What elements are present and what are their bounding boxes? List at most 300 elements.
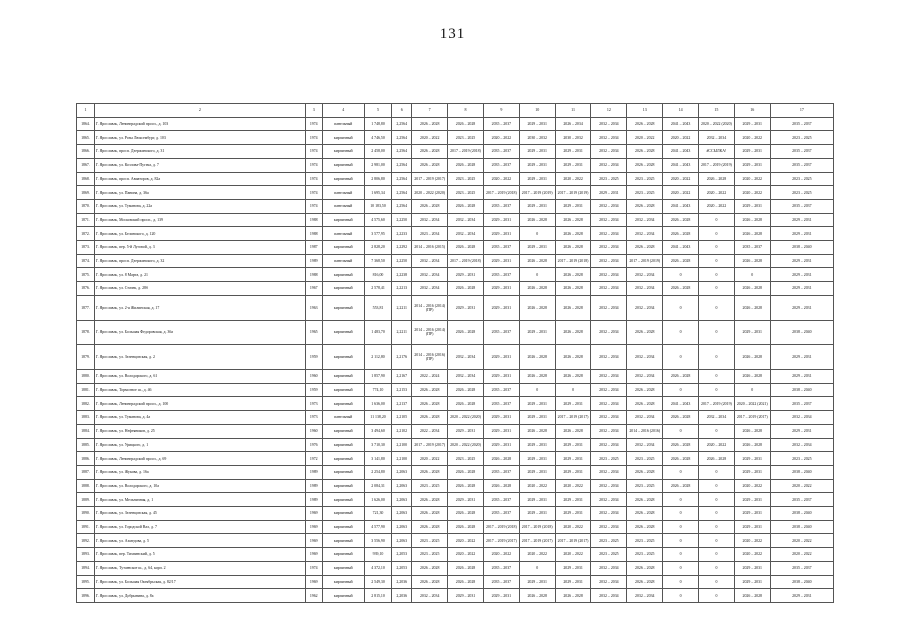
table-cell: 2032 – 2034 xyxy=(591,520,627,534)
table-cell: Г. Ярославль, ул. 2-я Жилинская, д. 17 xyxy=(94,295,305,320)
table-cell: 2032 – 2034 xyxy=(412,254,448,268)
table-cell: 2026 – 2028 xyxy=(663,438,699,452)
table-cell: 2026 – 2028 xyxy=(734,295,770,320)
table-cell: 2029 – 2031 xyxy=(519,158,555,172)
table-cell: 2026 – 2028 xyxy=(412,199,448,213)
table-cell: 2032 – 2034 xyxy=(591,424,627,438)
table-cell: Г. Ярославль, Ленинградский просп., д. 69 xyxy=(94,452,305,466)
table-cell: 2 981,00 xyxy=(364,158,391,172)
table-cell: 2029 – 2031 xyxy=(519,172,555,186)
table-row xyxy=(77,268,834,282)
table-cell: 2023 – 2025 xyxy=(412,534,448,548)
table-cell: 2020 – 2022 (2020) xyxy=(448,411,484,425)
table-cell: 2026 – 2028 xyxy=(448,282,484,296)
table-cell: 2029 – 2031 xyxy=(555,199,591,213)
header-cell: 5 xyxy=(364,104,391,118)
table-cell: 2026 – 2028 xyxy=(555,241,591,255)
table-cell: 2 084,31 xyxy=(364,479,391,493)
table-cell: 2035 – 2037 xyxy=(770,199,833,213)
table-cell: 1969 xyxy=(305,575,322,589)
table-cell: 2026 – 2028 xyxy=(555,424,591,438)
table-row xyxy=(77,534,834,548)
table-cell: 2029 – 2031 xyxy=(770,282,833,296)
table-cell: 2030 – 2032 xyxy=(555,131,591,145)
table-cell: Г. Ярославль, просп. Дзержинского, д. 31 xyxy=(94,145,305,159)
table-cell: 2022 – 2034 xyxy=(412,424,448,438)
table-cell: 2020 – 2022 xyxy=(734,479,770,493)
table-cell: 1868. xyxy=(77,172,95,186)
table-cell: панельный xyxy=(322,227,364,241)
table-cell: 2032 – 2034 xyxy=(699,131,735,145)
table-cell: 2023 – 2025 xyxy=(627,186,663,200)
table-cell: 2020 – 2022 xyxy=(663,131,699,145)
table-cell: 2,2153 xyxy=(392,383,412,397)
table-cell: 2032 – 2034 xyxy=(591,411,627,425)
table-cell: 2026 – 2028 xyxy=(555,295,591,320)
table-cell: 2023 – 2025 xyxy=(448,186,484,200)
table-cell: кирпичный xyxy=(322,295,364,320)
table-cell: 2023 – 2025 xyxy=(627,479,663,493)
table-cell: 1875. xyxy=(77,268,95,282)
table-cell: 2023 – 2025 xyxy=(770,172,833,186)
table-cell: 2029 – 2031 xyxy=(555,575,591,589)
table-row xyxy=(77,172,834,186)
table-cell: 2014 – 2016 (2016)(ПР) xyxy=(412,345,448,370)
table-cell: 1876. xyxy=(77,282,95,296)
table-cell: кирпичный xyxy=(322,561,364,575)
table-cell: 1974 xyxy=(305,199,322,213)
table-cell: 2035 – 2037 xyxy=(770,158,833,172)
table-cell: 2020 – 2022 xyxy=(519,479,555,493)
table-cell: 2026 – 2028 xyxy=(412,411,448,425)
table-cell: 2026 – 2028 xyxy=(734,254,770,268)
table-cell: 2023 – 2025 xyxy=(770,131,833,145)
header-cell: 10 xyxy=(519,104,555,118)
table-cell: кирпичный xyxy=(322,507,364,521)
table-cell: 1974 xyxy=(305,186,322,200)
table-cell: кирпичный xyxy=(322,589,364,603)
table-cell: Г. Ярославль, ул. Добрынина, д. 8а xyxy=(94,589,305,603)
table-cell: 2029 – 2031 xyxy=(555,158,591,172)
table-cell: кирпичный xyxy=(322,534,364,548)
table-cell: 1973 xyxy=(305,397,322,411)
table-row xyxy=(77,479,834,493)
table-cell: 2026 – 2028 xyxy=(627,145,663,159)
table-cell: 2026 – 2028 xyxy=(734,345,770,370)
table-cell: 0 xyxy=(699,295,735,320)
table-cell: 2038 – 2040 xyxy=(770,507,833,521)
table-cell: 1877. xyxy=(77,295,95,320)
table-cell: 2 112,80 xyxy=(364,345,391,370)
table-cell: кирпичный xyxy=(322,158,364,172)
table-cell: 2029 – 2031 xyxy=(483,411,519,425)
table-cell: 1 857,90 xyxy=(364,370,391,384)
table-cell: 2 806,80 xyxy=(364,172,391,186)
table-cell: 2029 – 2031 xyxy=(770,268,833,282)
table-cell: Г. Ярославль, ул. Мельничная, д. 1 xyxy=(94,493,305,507)
table-cell: 0 xyxy=(663,493,699,507)
table-cell: 2,2063 xyxy=(392,465,412,479)
table-cell: 2,2211 xyxy=(392,295,412,320)
table-cell: панельный xyxy=(322,117,364,131)
table-cell: 2038 – 2040 xyxy=(770,383,833,397)
table-cell: 1969 xyxy=(305,548,322,562)
table-cell: 2029 – 2031 xyxy=(448,295,484,320)
table-cell: 2029 – 2031 xyxy=(483,282,519,296)
header-cell: 15 xyxy=(699,104,735,118)
table-cell: кирпичный xyxy=(322,438,364,452)
table-cell: 2029 – 2031 xyxy=(483,227,519,241)
table-cell: 2017 – 2019 (2018) xyxy=(483,520,519,534)
table-cell: 2035 – 2037 xyxy=(770,493,833,507)
table-cell: 1963 xyxy=(305,295,322,320)
table-cell: 2032 – 2034 xyxy=(770,438,833,452)
table-cell: Г. Ярославль, просп. Дзержинского, д. 32 xyxy=(94,254,305,268)
table-cell: 0 xyxy=(663,507,699,521)
table-cell: 2029 – 2031 xyxy=(519,507,555,521)
table-cell: 1 483,70 xyxy=(364,320,391,345)
table-cell: 2,2564 xyxy=(392,117,412,131)
table-cell: 1867. xyxy=(77,158,95,172)
table-cell: 2030 – 2032 xyxy=(519,131,555,145)
table-cell: 2035 – 2037 xyxy=(483,241,519,255)
table-row xyxy=(77,383,834,397)
table-cell: 0 xyxy=(663,345,699,370)
table-cell: 2032 – 2034 xyxy=(448,370,484,384)
table-cell: 1989 xyxy=(305,254,322,268)
table-row xyxy=(77,575,834,589)
table-cell: 2041 – 2043 xyxy=(663,241,699,255)
table-cell: Г. Ярославль, ул. Белинского, д. 120 xyxy=(94,227,305,241)
table-cell: 2032 – 2034 xyxy=(627,589,663,603)
table-cell: 2,2036 xyxy=(392,589,412,603)
table-row xyxy=(77,548,834,562)
table-cell: 0 xyxy=(699,345,735,370)
table-cell: Г. Ярославль, просп. Авиаторов, д. 82а xyxy=(94,172,305,186)
table-cell: 2029 – 2031 xyxy=(734,520,770,534)
table-cell: 2020 – 2022 xyxy=(483,172,519,186)
table-cell: 2020 – 2022 xyxy=(734,534,770,548)
table-cell: #ССЫЛКА! xyxy=(699,145,735,159)
table-cell: 0 xyxy=(699,520,735,534)
table-cell: 1889. xyxy=(77,493,95,507)
table-cell: Г. Ярославль, ул. Большая Федоровская, д. 36а xyxy=(94,320,305,345)
table-cell: 2032 – 2034 xyxy=(591,370,627,384)
table-cell: 2026 – 2028 xyxy=(734,227,770,241)
table-row xyxy=(77,589,834,603)
table-cell: 2029 – 2031 xyxy=(555,493,591,507)
table-cell: 1989 xyxy=(305,493,322,507)
table-cell: 2035 – 2037 xyxy=(483,493,519,507)
table-cell: 3 710,30 xyxy=(364,438,391,452)
table-cell: 2032 – 2034 xyxy=(448,213,484,227)
table-cell: 2026 – 2028 xyxy=(412,158,448,172)
table-cell: Г. Ярославль, ул. Володарского, д. 61 xyxy=(94,370,305,384)
table-cell: 0 xyxy=(663,534,699,548)
table-cell: 1888. xyxy=(77,479,95,493)
table-cell: 0 xyxy=(663,561,699,575)
table-row xyxy=(77,438,834,452)
table-cell: 2 578,41 xyxy=(364,282,391,296)
table-cell: 2038 – 2040 xyxy=(770,320,833,345)
table-cell: 2035 – 2037 xyxy=(770,561,833,575)
table-cell: 0 xyxy=(699,320,735,345)
table-cell: 1 695,34 xyxy=(364,186,391,200)
table-cell: Г. Ярославль, ул. Козлова-Пугача, д. 7 xyxy=(94,158,305,172)
table-cell: 2029 – 2031 xyxy=(519,438,555,452)
table-cell: 2,2063 xyxy=(392,534,412,548)
table-cell: 2,2063 xyxy=(392,479,412,493)
table-cell: 2,2292 xyxy=(392,241,412,255)
table-cell: 2026 – 2028 xyxy=(627,158,663,172)
table-cell: кирпичный xyxy=(322,172,364,186)
table-cell: 0 xyxy=(699,254,735,268)
table-row xyxy=(77,493,834,507)
table-cell: 2032 – 2034 xyxy=(591,479,627,493)
table-row xyxy=(77,507,834,521)
table-cell: Г. Ярославль, ул. Володарского, д. 10а xyxy=(94,479,305,493)
table-cell: кирпичный xyxy=(322,241,364,255)
table-cell: 2032 – 2034 xyxy=(591,268,627,282)
table-cell: 2026 – 2028 xyxy=(663,452,699,466)
table-cell: 1864. xyxy=(77,117,95,131)
table-cell: 2,2105 xyxy=(392,411,412,425)
table-cell: 2023 – 2025 xyxy=(770,186,833,200)
table-cell: 2026 – 2028 xyxy=(412,383,448,397)
table-cell: 0 xyxy=(663,589,699,603)
table-cell: 1871. xyxy=(77,213,95,227)
table-cell: 2032 – 2034 xyxy=(627,295,663,320)
table-cell: 1969 xyxy=(305,507,322,521)
table-cell: 0 xyxy=(734,383,770,397)
header-cell: 16 xyxy=(734,104,770,118)
table-cell: 2026 – 2028 xyxy=(663,479,699,493)
table-row xyxy=(77,241,834,255)
table-cell: 2035 – 2037 xyxy=(483,268,519,282)
table-cell: 2032 – 2034 xyxy=(591,131,627,145)
table-cell: Г. Ярославль, ул. Туманова, д. 22а xyxy=(94,199,305,213)
table-cell: 1895. xyxy=(77,575,95,589)
table-cell: 2020 – 2022 xyxy=(412,131,448,145)
table-cell: 11 138,20 xyxy=(364,411,391,425)
table-cell: 2032 – 2034 xyxy=(627,227,663,241)
table-cell: 2038 – 2040 xyxy=(770,241,833,255)
table-cell: кирпичный xyxy=(322,131,364,145)
table-cell: 2026 – 2028 xyxy=(627,575,663,589)
table-cell: 2029 – 2031 xyxy=(519,199,555,213)
table-cell: 2026 – 2028 xyxy=(555,282,591,296)
table-cell: 2029 – 2031 xyxy=(448,268,484,282)
table-cell: 2,2211 xyxy=(392,320,412,345)
table-cell: 0 xyxy=(519,561,555,575)
table-cell: 2023 – 2025 xyxy=(591,172,627,186)
table-cell: 2014 – 2016 (2014)(ПР) xyxy=(412,320,448,345)
table-cell: 2026 – 2028 xyxy=(412,465,448,479)
table-cell: 2032 – 2034 xyxy=(591,295,627,320)
table-cell: 2020 – 2022 xyxy=(448,534,484,548)
table-cell: 2020 – 2022 xyxy=(699,186,735,200)
table-cell: 2020 – 2022 (2020) xyxy=(412,186,448,200)
table-cell: 2026 – 2028 xyxy=(627,507,663,521)
table-cell: 2026 – 2028 xyxy=(448,158,484,172)
table-cell: 1988 xyxy=(305,227,322,241)
table-cell: 2032 – 2034 xyxy=(591,213,627,227)
table-cell: 0 xyxy=(699,534,735,548)
table-cell: 2029 – 2031 xyxy=(555,465,591,479)
table-cell: 1866. xyxy=(77,145,95,159)
table-cell: кирпичный xyxy=(322,452,364,466)
table-cell: кирпичный xyxy=(322,424,364,438)
table-cell: 2,2564 xyxy=(392,145,412,159)
table-cell: 2017 – 2019 (2017) xyxy=(555,411,591,425)
table-cell: 2026 – 2028 xyxy=(734,282,770,296)
table-cell: Г. Ярославль, ул. Панина, д. 36а xyxy=(94,186,305,200)
table-cell: 2,2100 xyxy=(392,452,412,466)
table-cell: 1878. xyxy=(77,320,95,345)
table-row xyxy=(77,345,834,370)
table-cell: 2 815,10 xyxy=(364,589,391,603)
table-cell: Г. Ярославль, ул. Большая Октябрьская, д. 82/17 xyxy=(94,575,305,589)
table-cell: 2026 – 2028 xyxy=(412,145,448,159)
table-cell: 2041 – 2043 xyxy=(663,199,699,213)
table-cell: 2020 – 2022 xyxy=(770,479,833,493)
table-cell: кирпичный xyxy=(322,268,364,282)
table-cell: 2020 – 2022 xyxy=(734,131,770,145)
header-cell: 9 xyxy=(483,104,519,118)
table-cell: кирпичный xyxy=(322,465,364,479)
table-cell: 0 xyxy=(734,268,770,282)
table-cell: Г. Ярославль, ул. Зеленцовская, д. 2 xyxy=(94,345,305,370)
table-cell: 2029 – 2031 xyxy=(555,561,591,575)
table-cell: 2032 – 2034 xyxy=(591,493,627,507)
table-cell: 2020 – 2022 xyxy=(555,172,591,186)
header-cell: 13 xyxy=(627,104,663,118)
table-cell: 2023 – 2025 xyxy=(770,452,833,466)
table-cell: 2029 – 2031 xyxy=(519,117,555,131)
table-cell: 2029 – 2031 xyxy=(519,411,555,425)
table-cell: 2032 – 2034 xyxy=(591,145,627,159)
table-cell: кирпичный xyxy=(322,370,364,384)
table-cell: 2020 – 2022 xyxy=(663,186,699,200)
table-cell: 2026 – 2028 xyxy=(627,397,663,411)
header-cell: 1 xyxy=(77,104,95,118)
table-cell: 2032 – 2034 xyxy=(591,345,627,370)
table-row xyxy=(77,452,834,466)
table-cell: 2032 – 2034 xyxy=(448,227,484,241)
table-cell: 1869. xyxy=(77,186,95,200)
table-cell: 2029 – 2031 xyxy=(734,199,770,213)
table-cell: 2026 – 2034 xyxy=(555,117,591,131)
table-cell: 2020 – 2022 xyxy=(627,131,663,145)
table-cell: 2023 – 2025 xyxy=(627,172,663,186)
table-cell: 2035 – 2037 xyxy=(483,145,519,159)
table-cell: 0 xyxy=(699,370,735,384)
table-row xyxy=(77,117,834,131)
table-cell: 2023 – 2025 xyxy=(448,131,484,145)
table-cell: 0 xyxy=(555,383,591,397)
table-cell: 2032 – 2034 xyxy=(627,438,663,452)
table-cell: 4 746,50 xyxy=(364,131,391,145)
table-cell: 2026 – 2028 xyxy=(555,213,591,227)
table-cell: 2017 – 2019 (2017) xyxy=(555,534,591,548)
table-cell: 10 183,50 xyxy=(364,199,391,213)
table-cell: 1974 xyxy=(305,172,322,186)
table-cell: 2020 – 2022 xyxy=(734,548,770,562)
table-cell: 2029 – 2031 xyxy=(519,320,555,345)
table-cell: панельный xyxy=(322,411,364,425)
table-cell: 2029 – 2031 xyxy=(519,241,555,255)
table-row xyxy=(77,282,834,296)
table-cell: 2038 – 2040 xyxy=(770,520,833,534)
table-cell: 2041 – 2043 xyxy=(663,397,699,411)
table-cell: 2035 – 2037 xyxy=(770,397,833,411)
table-cell: 1969 xyxy=(305,520,322,534)
table-cell: 2026 – 2028 xyxy=(699,452,735,466)
table-row xyxy=(77,424,834,438)
table-cell: кирпичный xyxy=(322,520,364,534)
table-cell: 2023 – 2034 xyxy=(412,227,448,241)
table-cell: 2026 – 2028 xyxy=(555,227,591,241)
table-cell: 2023 – 2025 xyxy=(448,172,484,186)
table-cell: 0 xyxy=(699,479,735,493)
table-cell: 1987 xyxy=(305,241,322,255)
table-cell: 1 748,80 xyxy=(364,117,391,131)
table-cell: 2035 – 2037 xyxy=(483,383,519,397)
table-cell: 3 141,80 xyxy=(364,452,391,466)
table-cell: 2023 – 2025 xyxy=(591,534,627,548)
table-cell: 2 458,00 xyxy=(364,145,391,159)
table-cell: 2026 – 2028 xyxy=(448,575,484,589)
table-cell: 2032 – 2034 xyxy=(627,268,663,282)
table-cell: 2029 – 2031 xyxy=(555,452,591,466)
table-cell: 2032 – 2034 xyxy=(412,268,448,282)
table-row xyxy=(77,520,834,534)
table-cell: 2020 – 2022 xyxy=(663,172,699,186)
table-cell: 2020 – 2022 xyxy=(448,548,484,562)
table-cell: 0 xyxy=(699,575,735,589)
table-cell: 2026 – 2028 xyxy=(448,520,484,534)
table-cell: 2,2176 xyxy=(392,345,412,370)
table-cell: 4 372,10 xyxy=(364,561,391,575)
table-cell: 2026 – 2028 xyxy=(627,520,663,534)
table-cell: 2032 – 2034 xyxy=(591,282,627,296)
table-cell: 2032 – 2034 xyxy=(627,345,663,370)
table-cell: 1969 xyxy=(305,534,322,548)
table-row xyxy=(77,213,834,227)
table-cell: 2032 – 2034 xyxy=(591,117,627,131)
table-cell: 2029 – 2031 xyxy=(519,145,555,159)
table-cell: 2,2564 xyxy=(392,199,412,213)
table-cell: 0 xyxy=(699,213,735,227)
table-cell: 2,2250 xyxy=(392,213,412,227)
table-cell: 2026 – 2028 xyxy=(412,561,448,575)
table-cell: Г. Ярославль, ул. Нефтяников, д. 25 xyxy=(94,424,305,438)
table-cell: 2026 – 2028 xyxy=(448,465,484,479)
table-cell: 1967 xyxy=(305,282,322,296)
table-cell: 553,81 xyxy=(364,295,391,320)
table-cell: 2017 – 2019 (2019) xyxy=(699,158,735,172)
table-cell: 2020 – 2022 xyxy=(734,186,770,200)
table-cell: Г. Ярославль, пер. 5-й Луговой, д. 3 xyxy=(94,241,305,255)
table-cell: 0 xyxy=(663,383,699,397)
table-cell: 816,00 xyxy=(364,268,391,282)
table-cell: кирпичный xyxy=(322,145,364,159)
table-cell: 3 556,90 xyxy=(364,534,391,548)
table-cell: 2026 – 2028 xyxy=(734,589,770,603)
table-cell: 2026 – 2028 xyxy=(519,213,555,227)
table-cell: 2029 – 2031 xyxy=(483,254,519,268)
table-cell: 2026 – 2028 xyxy=(519,345,555,370)
